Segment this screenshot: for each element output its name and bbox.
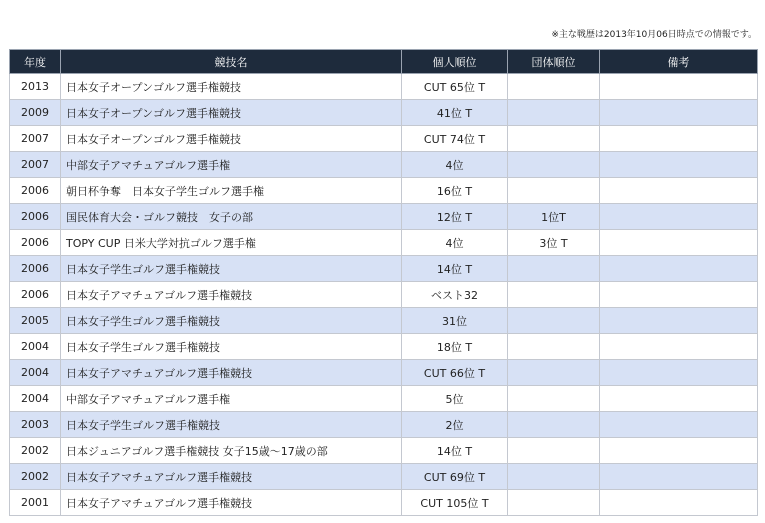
cell-competition-name: 日本女子アマチュアゴルフ選手権競技 [61, 490, 402, 516]
cell-competition-name: 国民体育大会・ゴルフ競技 女子の部 [61, 204, 402, 230]
cell-individual-rank: 5位 [402, 386, 508, 412]
cell-competition-name: 日本女子オープンゴルフ選手権競技 [61, 126, 402, 152]
table-row [10, 308, 758, 334]
cell-remarks [600, 490, 758, 516]
table-row [10, 100, 758, 126]
table-row [10, 230, 758, 256]
cell-individual-rank: CUT 105位 T [402, 490, 508, 516]
cell-team-rank: 3位 T [508, 230, 600, 256]
cell-team-rank [508, 490, 600, 516]
table-row [10, 282, 758, 308]
cell-individual-rank: 16位 T [402, 178, 508, 204]
cell-year: 2004 [10, 386, 61, 412]
cell-team-rank [508, 282, 600, 308]
cell-competition-name: 日本女子学生ゴルフ選手権競技 [61, 256, 402, 282]
cell-remarks [600, 412, 758, 438]
cell-individual-rank: 14位 T [402, 438, 508, 464]
cell-individual-rank: 41位 T [402, 100, 508, 126]
table-row [10, 256, 758, 282]
cell-remarks [600, 152, 758, 178]
cell-competition-name: 朝日杯争奪 日本女子学生ゴルフ選手権 [61, 178, 402, 204]
cell-team-rank [508, 334, 600, 360]
cell-remarks [600, 100, 758, 126]
cell-remarks [600, 230, 758, 256]
cell-individual-rank: 18位 T [402, 334, 508, 360]
table-row [10, 412, 758, 438]
cell-remarks [600, 334, 758, 360]
cell-remarks [600, 178, 758, 204]
cell-year: 2013 [10, 74, 61, 100]
cell-competition-name: 日本女子学生ゴルフ選手権競技 [61, 308, 402, 334]
cell-team-rank [508, 412, 600, 438]
header-competition-name: 競技名 [61, 50, 402, 74]
cell-year: 2003 [10, 412, 61, 438]
cell-competition-name: 日本女子学生ゴルフ選手権競技 [61, 334, 402, 360]
cell-team-rank [508, 464, 600, 490]
cell-year: 2004 [10, 334, 61, 360]
cell-year: 2004 [10, 360, 61, 386]
cell-individual-rank: CUT 69位 T [402, 464, 508, 490]
cell-individual-rank: CUT 65位 T [402, 74, 508, 100]
header-remarks: 備考 [600, 50, 758, 74]
cell-team-rank [508, 126, 600, 152]
cell-team-rank [508, 386, 600, 412]
competition-results-table [9, 49, 758, 516]
cell-year: 2006 [10, 282, 61, 308]
header-year: 年度 [10, 50, 61, 74]
cell-competition-name: 日本女子学生ゴルフ選手権競技 [61, 412, 402, 438]
table-row [10, 178, 758, 204]
cell-individual-rank: 2位 [402, 412, 508, 438]
cell-team-rank [508, 308, 600, 334]
cell-year: 2006 [10, 178, 61, 204]
table-row [10, 152, 758, 178]
table-header-row [10, 50, 758, 74]
cell-year: 2005 [10, 308, 61, 334]
table-row [10, 464, 758, 490]
cell-competition-name: TOPY CUP 日米大学対抗ゴルフ選手権 [61, 230, 402, 256]
cell-competition-name: 中部女子アマチュアゴルフ選手権 [61, 152, 402, 178]
cell-competition-name: 日本女子オープンゴルフ選手権競技 [61, 100, 402, 126]
cell-remarks [600, 464, 758, 490]
cell-year: 2009 [10, 100, 61, 126]
cell-competition-name: 日本ジュニアゴルフ選手権競技 女子15歳～17歳の部 [61, 438, 402, 464]
cell-team-rank [508, 360, 600, 386]
cell-individual-rank: 14位 T [402, 256, 508, 282]
cell-individual-rank: 31位 [402, 308, 508, 334]
cell-individual-rank: 4位 [402, 230, 508, 256]
cell-year: 2007 [10, 126, 61, 152]
cell-team-rank [508, 74, 600, 100]
cell-year: 2001 [10, 490, 61, 516]
cell-remarks [600, 438, 758, 464]
cell-remarks [600, 74, 758, 100]
cell-competition-name: 日本女子アマチュアゴルフ選手権競技 [61, 464, 402, 490]
cell-competition-name: 日本女子オープンゴルフ選手権競技 [61, 74, 402, 100]
cell-competition-name: 中部女子アマチュアゴルフ選手権 [61, 386, 402, 412]
header-individual-rank: 個人順位 [402, 50, 508, 74]
cell-year: 2006 [10, 204, 61, 230]
cell-remarks [600, 386, 758, 412]
cell-competition-name: 日本女子アマチュアゴルフ選手権競技 [61, 360, 402, 386]
cell-team-rank [508, 178, 600, 204]
cell-team-rank [508, 152, 600, 178]
table-row [10, 490, 758, 516]
table-row [10, 74, 758, 100]
cell-remarks [600, 360, 758, 386]
cell-individual-rank: CUT 74位 T [402, 126, 508, 152]
cell-competition-name: 日本女子アマチュアゴルフ選手権競技 [61, 282, 402, 308]
cell-individual-rank: 4位 [402, 152, 508, 178]
table-row [10, 438, 758, 464]
table-row [10, 334, 758, 360]
cell-year: 2006 [10, 230, 61, 256]
cell-individual-rank: 12位 T [402, 204, 508, 230]
cell-year: 2006 [10, 256, 61, 282]
table-row [10, 360, 758, 386]
info-date-note: ※主な戦歴は2013年10月06日時点での情報です。 [551, 30, 757, 40]
cell-remarks [600, 256, 758, 282]
cell-remarks [600, 282, 758, 308]
cell-year: 2007 [10, 152, 61, 178]
cell-year: 2002 [10, 438, 61, 464]
cell-team-rank [508, 256, 600, 282]
cell-year: 2002 [10, 464, 61, 490]
cell-remarks [600, 204, 758, 230]
header-team-rank: 団体順位 [508, 50, 600, 74]
table-row [10, 386, 758, 412]
cell-individual-rank: CUT 66位 T [402, 360, 508, 386]
table-row [10, 204, 758, 230]
cell-individual-rank: ベスト32 [402, 282, 508, 308]
cell-team-rank: 1位T [508, 204, 600, 230]
cell-remarks [600, 308, 758, 334]
cell-team-rank [508, 438, 600, 464]
table-body [10, 74, 758, 516]
cell-team-rank [508, 100, 600, 126]
cell-remarks [600, 126, 758, 152]
table-row [10, 126, 758, 152]
